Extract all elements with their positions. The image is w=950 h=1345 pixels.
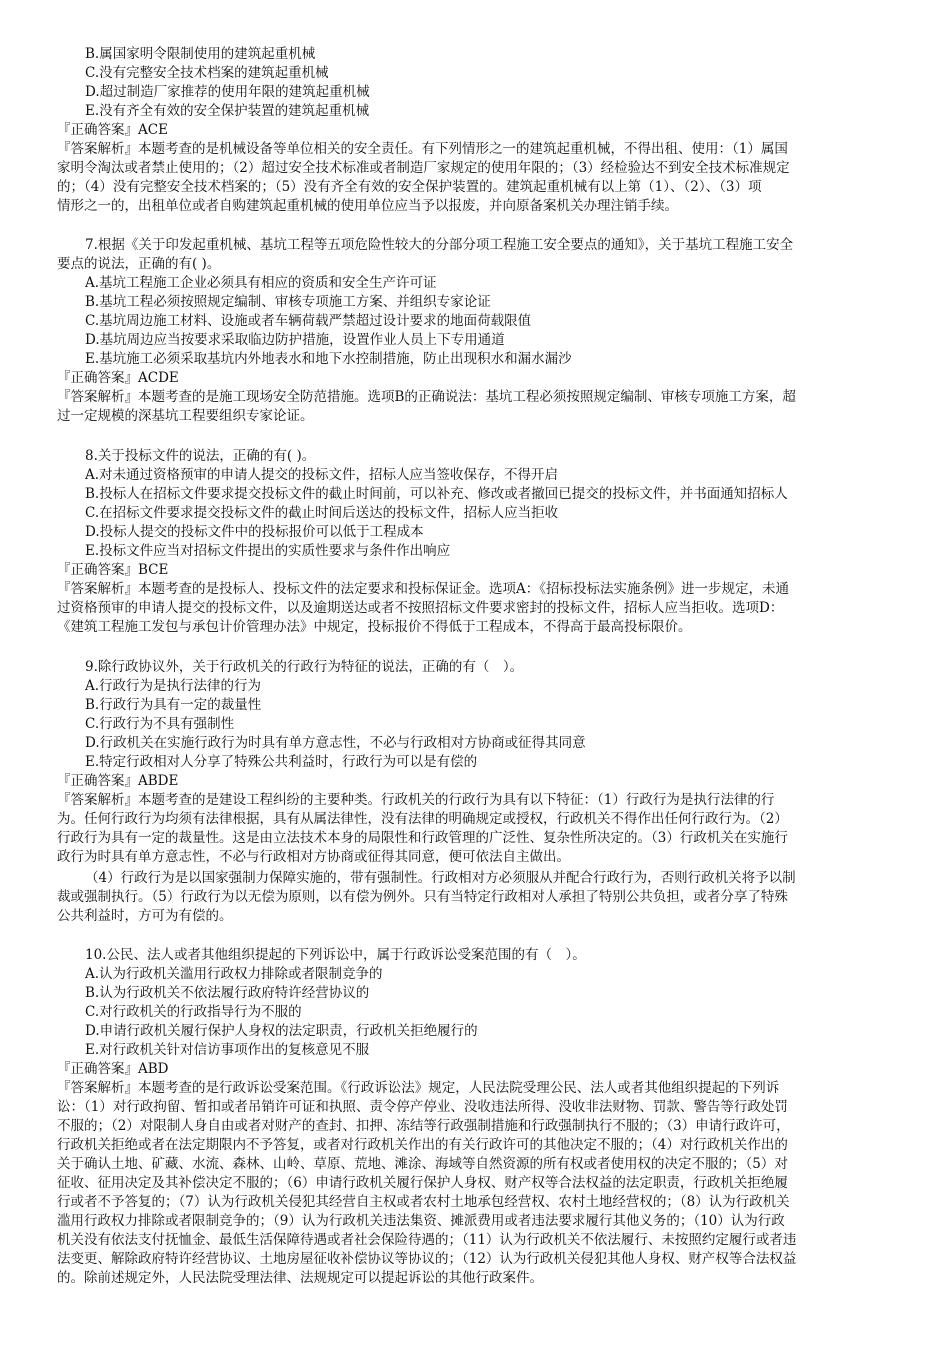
analysis-line: 公共利益时，方可为有偿的。 <box>57 908 233 924</box>
option-line: B.行政行为具有一定的裁量性 <box>85 697 262 713</box>
correct-answer: 『正确答案』ABDE <box>57 773 179 789</box>
option-line: A.认为行政机关滥用行政权力排除或者限制竞争的 <box>85 966 383 982</box>
analysis-line: 『答案解析』本题考查的是行政诉讼受案范围。《行政诉讼法》规定，人民法院受理公民、法人或者其他组织提起的下列诉 <box>57 1080 780 1096</box>
option-line: E.投标文件应当对招标文件提出的实质性要求与条件作出响应 <box>85 543 451 559</box>
correct-answer: 『正确答案』ACE <box>57 122 168 138</box>
option-line: D.行政机关在实施行政行为时具有单方意志性，不必与行政相对方协商或征得其同意 <box>85 735 586 751</box>
analysis-line: 讼：（1）对行政拘留、暂扣或者吊销许可证和执照、责令停产停业、没收违法所得、没收非法财物、罚款、警告等行政处罚 <box>57 1099 788 1115</box>
correct-answer: 『正确答案』BCE <box>57 562 169 578</box>
analysis-line: 为。任何行政行为均须有法律根据，具有从属法律性，没有法律的明确规定或授权，行政机关不得作出任何行政行为。（2） <box>57 811 788 827</box>
analysis-line: 不服的；（2）对限制人身自由或者对财产的查封、扣押、冻结等行政强制措施和行政强制执行不服的；（3）申请行政许可， <box>57 1118 790 1134</box>
option-line: B.基坑工程必须按照规定编制、审核专项施工方案、并组织专家论证 <box>85 294 491 310</box>
analysis-line: 行政行为具有一定的裁量性。这是由立法技术本身的局限性和行政管理的广泛性、复杂性所决定的。（3）行政机关在实施行 <box>57 830 788 846</box>
analysis-line: 『答案解析』本题考查的是建设工程纠纷的主要种类。行政机关的行政行为具有以下特征：（1）行政行为是执行法律的行 <box>57 792 775 808</box>
option-line: A.行政行为是执行法律的行为 <box>85 678 262 694</box>
option-line: E.对行政机关针对信访事项作出的复核意见不服 <box>85 1042 370 1058</box>
analysis-line: 过资格预审的申请人提交的投标文件，以及逾期送达或者不按照招标文件要求密封的投标文件，招标人应当拒收。选项D： <box>57 600 784 616</box>
option-line: A.基坑工程施工企业必须具有相应的资质和安全生产许可证 <box>85 275 437 291</box>
option-line: C.基坑周边施工材料、设施或者车辆荷载严禁超过设计要求的地面荷载限值 <box>85 313 532 329</box>
analysis-line: 关于确认土地、矿藏、水流、森林、山岭、草原、荒地、滩涂、海域等自然资源的所有权或者使用权的决定不服的；（5）对 <box>57 1156 788 1172</box>
analysis-line: 情形之一的，出租单位或者自购建筑起重机械的使用单位应当予以报废，并向原备案机关办理注销手续。 <box>57 198 678 214</box>
analysis-line: 滥用行政权力排除或者限制竞争的；（9）认为行政机关违法集资、摊派费用或者违法要求履行其他义务的；（10）认为行政 <box>57 1213 785 1229</box>
analysis-line: 『答案解析』本题考查的是机械设备等单位相关的安全责任。有下列情形之一的建筑起重机械，不得出租、使用：（1）属国 <box>57 141 788 157</box>
correct-answer: 『正确答案』ACDE <box>57 370 179 386</box>
option-line: E.基坑施工必须采取基坑内外地表水和地下水控制措施，防止出现积水和漏水漏沙 <box>85 351 572 367</box>
analysis-line: 行政机关拒绝或者在法定期限内不予答复，或者对行政机关作出的有关行政许可的其他决定不服的；（4）对行政机关作出的 <box>57 1137 788 1153</box>
correct-answer: 『正确答案』ABD <box>57 1061 169 1077</box>
option-line: C.没有完整安全技术档案的建筑起重机械 <box>85 65 329 81</box>
option-line: E.没有齐全有效的安全保护装置的建筑起重机械 <box>85 103 370 119</box>
analysis-line: 的；（4）没有完整安全技术档案的；（5）没有齐全有效的安全保护装置的。建筑起重机械有以上第（1）、（2）、（3）项 <box>57 179 762 195</box>
question-stem: 7.根据《关于印发起重机械、基坑工程等五项危险性较大的分部分项工程施工安全要点的通知》，关于基坑工程施工安全 <box>85 237 794 253</box>
question-stem: 10.公民、法人或者其他组织提起的下列诉讼中，属于行政诉讼受案范围的有（ ）。 <box>85 947 586 963</box>
option-line: D.申请行政机关履行保护人身权的法定职责，行政机关拒绝履行的 <box>85 1023 478 1039</box>
analysis-line: 征收、征用决定及其补偿决定不服的；（6）申请行政机关履行保护人身权、财产权等合法权益的法定职责，行政机关拒绝履 <box>57 1175 788 1191</box>
analysis-line: 行或者不予答复的；（7）认为行政机关侵犯其经营自主权或者农村土地承包经营权、农村土地经营权的；（8）认为行政机关 <box>57 1194 790 1210</box>
option-line: B.认为行政机关不依法履行政府特许经营协议的 <box>85 985 370 1001</box>
analysis-line: 『答案解析』本题考查的是施工现场安全防范措施。选项B的正确说法：基坑工程必须按照规定编制、审核专项施工方案，超 <box>57 389 796 405</box>
option-line: C.行政行为不具有强制性 <box>85 716 235 732</box>
analysis-line: 『答案解析』本题考查的是投标人、投标文件的法定要求和投标保证金。选项A：《招标投标法实施条例》进一步规定，未通 <box>57 581 789 597</box>
analysis-line: 家明令淘汰或者禁止使用的；（2）超过安全技术标准或者制造厂家规定的使用年限的；（3）经检验达不到安全技术标准规定 <box>57 160 790 176</box>
question-stem: 9.除行政协议外，关于行政机关的行政行为特征的说法，正确的有（ ）。 <box>85 659 524 675</box>
analysis-line: 《建筑工程施工发包与承包计价管理办法》中规定，投标报价不得低于工程成本，不得高于最高投标限价。 <box>57 619 692 635</box>
option-line: D.基坑周边应当按要求采取临边防护措施，设置作业人员上下专用通道 <box>85 332 505 348</box>
option-line: D.投标人提交的投标文件中的投标报价可以低于工程成本 <box>85 524 424 540</box>
question-stem: 要点的说法，正确的有( )。 <box>57 256 221 272</box>
option-line: C.对行政机关的行政指导行为不服的 <box>85 1004 302 1020</box>
option-line: C.在招标文件要求提交投标文件的截止时间后送达的投标文件，招标人应当拒收 <box>85 505 559 521</box>
analysis-line: 过一定规模的深基坑工程要组织专家论证。 <box>57 408 314 424</box>
analysis-line: 的。除前述规定外，人民法院受理法律、法规规定可以提起诉讼的其他行政案件。 <box>57 1270 543 1286</box>
option-line: A.对未通过资格预审的申请人提交的投标文件，招标人应当签收保存，不得开启 <box>85 467 559 483</box>
analysis-line: 法变更、解除政府特许经营协议、土地房屋征收补偿协议等协议的；（12）认为行政机关侵犯其他人身权、财产权等合法权益 <box>57 1251 797 1267</box>
analysis-line: 裁或强制执行。（5）行政行为以无偿为原则，以有偿为例外。只有当特定行政相对人承担了特别公共负担，或者分享了特殊 <box>57 889 788 905</box>
question-stem: 8.关于投标文件的说法，正确的有( )。 <box>85 448 316 464</box>
analysis-line: 政行为时具有单方意志性，不必与行政相对方协商或征得其同意，便可依法自主做出。 <box>57 849 570 865</box>
option-line: D.超过制造厂家推荐的使用年限的建筑起重机械 <box>85 84 370 100</box>
analysis-line: 机关没有依法支付抚恤金、最低生活保障待遇或者社会保险待遇的；（11）认为行政机关不依法履行、未按照约定履行或者违 <box>57 1232 797 1248</box>
option-line: B.投标人在招标文件要求提交投标文件的截止时间前，可以补充、修改或者撤回已提交的投标文件，并书面通知招标人 <box>85 486 788 502</box>
option-line: E.特定行政相对人分享了特殊公共利益时，行政行为可以是有偿的 <box>85 754 478 770</box>
analysis-line: （4）行政行为是以国家强制力保障实施的，带有强制性。行政相对方必须服从并配合行政行为，否则行政机关将予以制 <box>85 870 796 886</box>
option-line: B.属国家明令限制使用的建筑起重机械 <box>85 46 316 62</box>
